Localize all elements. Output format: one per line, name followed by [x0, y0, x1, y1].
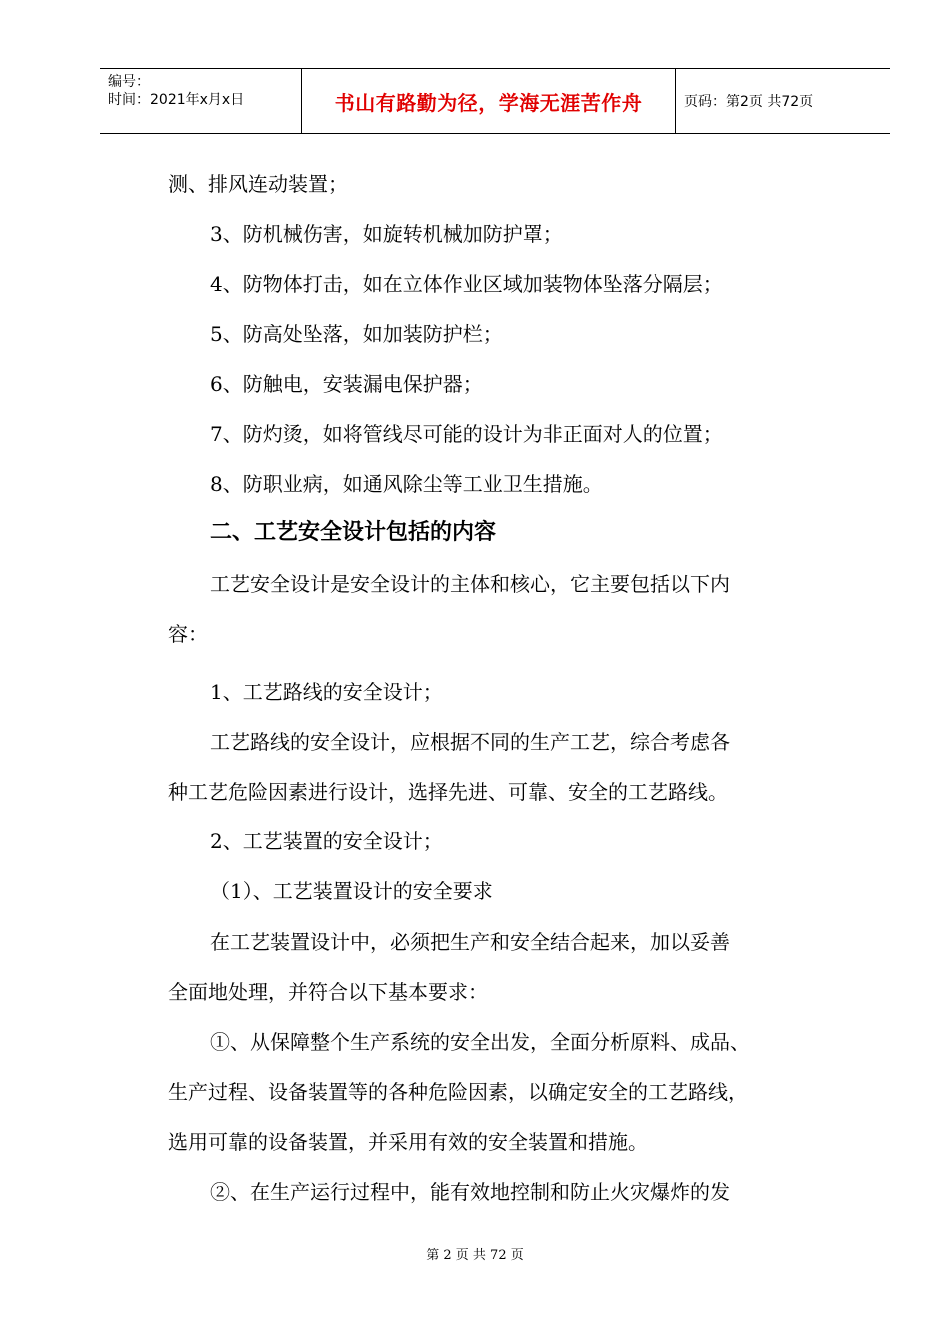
- text-line: （1）、工艺装置设计的安全要求: [210, 879, 493, 903]
- text-line: 测、排风连动装置；: [168, 172, 348, 196]
- page-header: [100, 68, 890, 134]
- page-footer: 第 2 页 共 72 页: [426, 1248, 524, 1263]
- header-motto: 书山有路勤为径，学海无涯苦作舟: [302, 69, 676, 133]
- text-line: 在工艺装置设计中，必须把生产和安全结合起来，加以妥善: [210, 930, 730, 954]
- text-line: 7、防灼烫，如将管线尽可能的设计为非正面对人的位置；: [210, 422, 723, 446]
- text-line: 2、工艺装置的安全设计；: [210, 829, 443, 853]
- text-line: 种工艺危险因素进行设计，选择先进、可靠、安全的工艺路线。: [168, 780, 728, 804]
- text-line: 5、防高处坠落，如加装防护栏；: [210, 322, 503, 346]
- text-line: ①、从保障整个生产系统的安全出发，全面分析原料、成品、: [210, 1030, 750, 1054]
- text-line: 选用可靠的设备装置，并采用有效的安全装置和措施。: [168, 1130, 648, 1154]
- document-date: 时间：2021年x月x日: [108, 92, 245, 108]
- text-line: 全面地处理，并符合以下基本要求：: [168, 980, 488, 1004]
- header-meta: [100, 69, 302, 133]
- text-line: 4、防物体打击，如在立体作业区域加装物体坠落分隔层；: [210, 272, 723, 296]
- text-line: 6、防触电，安装漏电保护器；: [210, 372, 483, 396]
- header-page-code: 页码：第2页 共72页: [684, 94, 814, 110]
- text-line: 工艺路线的安全设计，应根据不同的生产工艺，综合考虑各: [210, 730, 730, 754]
- text-line: ②、在生产运行过程中，能有效地控制和防止火灾爆炸的发: [210, 1180, 730, 1204]
- text-line: 1、工艺路线的安全设计；: [210, 680, 443, 704]
- text-line: 生产过程、设备装置等的各种危险因素，以确定安全的工艺路线，: [168, 1080, 748, 1104]
- text-line: 工艺安全设计是安全设计的主体和核心，它主要包括以下内: [210, 572, 730, 596]
- section-heading: 二、工艺安全设计包括的内容: [210, 520, 497, 545]
- text-line: 容：: [168, 622, 208, 646]
- text-line: 8、防职业病，如通风除尘等工业卫生措施。: [210, 472, 603, 496]
- text-line: 3、防机械伤害，如旋转机械加防护罩；: [210, 222, 563, 246]
- document-number-label: 编号：: [108, 74, 150, 90]
